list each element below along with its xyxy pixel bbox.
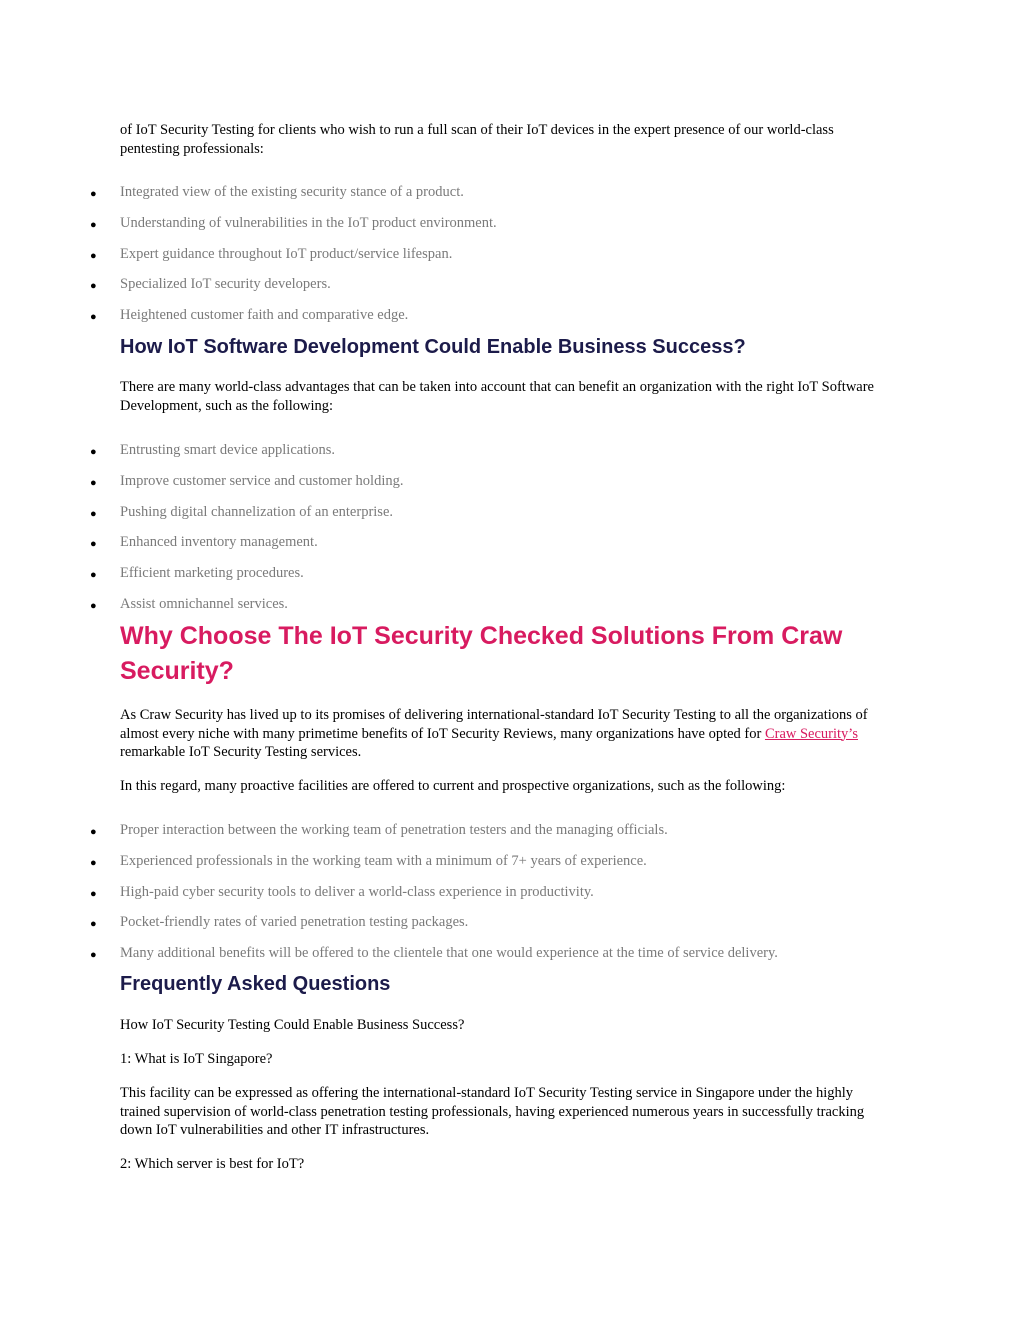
list-item: ● Proper interaction between the working team of penetration testers and the managing officials. — [0, 821, 1024, 852]
section-heading-iot-software: How IoT Software Development Could Enable Business Success? — [120, 336, 746, 358]
bullet-icon: ● — [90, 569, 97, 582]
bullet-icon: ● — [90, 949, 97, 962]
list-item: ● Expert guidance throughout IoT product/service lifespan. — [0, 245, 1024, 276]
list-item: ● Specialized IoT security developers. — [0, 275, 1024, 306]
list-item: ● Improve customer service and customer holding. — [0, 472, 1024, 503]
faq-intro: How IoT Security Testing Could Enable Business Success? — [120, 1017, 465, 1033]
bullet-icon: ● — [90, 188, 97, 200]
list-item: ● High-paid cyber security tools to deliver a world-class experience in productivity. — [0, 883, 1024, 914]
faq-heading: Frequently Asked Questions — [120, 973, 391, 995]
bullet-icon: ● — [90, 249, 97, 262]
list-item: ● Experienced professionals in the working team with a minimum of 7+ years of experience. — [0, 852, 1024, 883]
faq-question-1: 1: What is IoT Singapore? — [120, 1051, 273, 1067]
list-item: ● Integrated view of the existing security stance of a product. — [0, 183, 1024, 214]
list-item: ● Pocket-friendly rates of varied penetration testing packages. — [0, 913, 1024, 944]
section-heading-why-choose: Why Choose The IoT Security Checked Solutions From Craw Security? — [120, 622, 843, 685]
list-item: ● Pushing digital channelization of an enterprise. — [0, 503, 1024, 534]
section-body-facilities: In this regard, many proactive facilities are offered to current and prospective organizations, such as the following: — [120, 778, 786, 794]
section-body-why-choose: As Craw Security has lived up to its promises of delivering international-standard IoT Security Testing to all the organizations of almost every niche with many primetime benefits of IoT Security Reviews, many organizations have opted for Craw Security’s remarkable IoT Security Testing services. — [120, 707, 868, 760]
list-item: ● Many additional benefits will be offered to the clientele that one would experience at the time of service delivery. — [0, 944, 1024, 975]
bullet-icon: ● — [90, 507, 97, 520]
list-item: ● Efficient marketing procedures. — [0, 564, 1024, 595]
bullet-icon: ● — [90, 918, 97, 931]
craw-security-link[interactable]: Craw Security’s — [764, 725, 858, 742]
advantages-list — [0, 441, 1024, 626]
benefits-list — [0, 183, 1024, 337]
bullet-icon: ● — [90, 280, 97, 293]
list-item: ● Enhanced inventory management. — [0, 533, 1024, 564]
list-item: ● Understanding of vulnerabilities in the IoT product environment. — [0, 214, 1024, 245]
section-body-iot-software: There are many world-class advantages that can be taken into account that can benefit an organization with the right IoT Software Development, such as the following: — [120, 379, 874, 414]
facilities-list — [0, 821, 1024, 975]
intro-paragraph: of IoT Security Testing for clients who wish to run a full scan of their IoT devices in the expert presence of our world-class pentesting professionals: — [120, 122, 834, 157]
list-item: ● Assist omnichannel services. — [0, 595, 1024, 626]
list-item: ● Entrusting smart device applications. — [0, 441, 1024, 472]
list-item: ● Heightened customer faith and comparative edge. — [0, 306, 1024, 337]
bullet-icon: ● — [90, 218, 97, 231]
bullet-icon: ● — [90, 446, 97, 458]
bullet-icon: ● — [90, 856, 97, 869]
bullet-icon: ● — [90, 887, 97, 900]
bullet-icon: ● — [90, 311, 97, 324]
bullet-icon: ● — [90, 476, 97, 489]
faq-question-2: 2: Which server is best for IoT? — [120, 1156, 305, 1172]
faq-answer-1: This facility can be expressed as offering the international-standard IoT Security Testing service in Singapore under the highly trained supervision of world-class penetration testing professionals, having experienced numerous years in successfully tracking down IoT vulnerabilities and other IT infrastructures. — [120, 1085, 865, 1138]
bullet-icon: ● — [90, 538, 97, 551]
bullet-icon: ● — [90, 826, 97, 838]
bullet-icon: ● — [90, 599, 97, 612]
